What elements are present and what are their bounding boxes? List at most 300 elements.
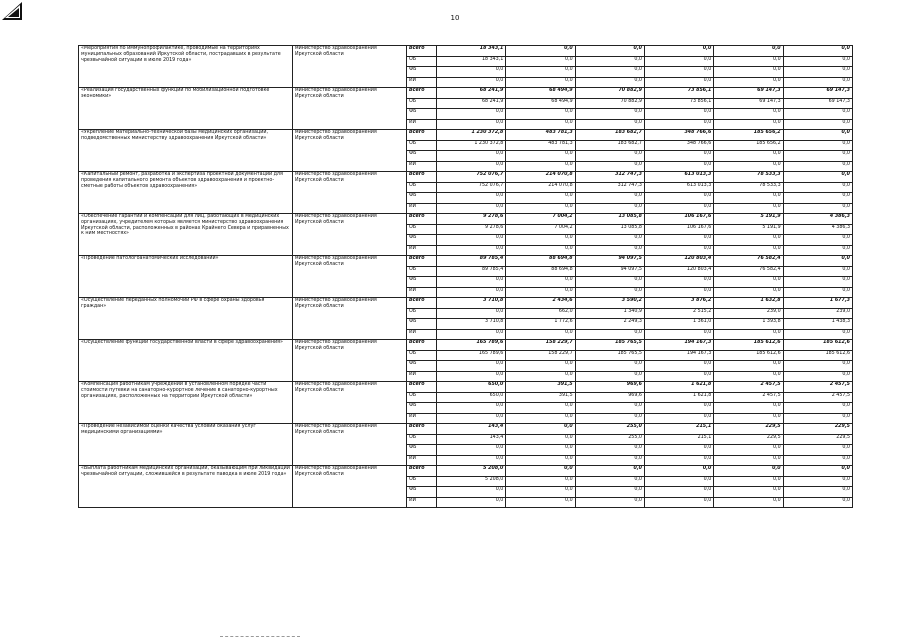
amount-cell: 0,0 [783,413,852,424]
amount-cell: 0,0 [644,245,713,256]
amount-cell: 0,0 [575,497,644,508]
amount-cell: 0,0 [506,424,575,435]
amount-cell: 0,0 [714,109,783,120]
amount-cell: 613 013,3 [644,172,713,183]
amount-cell: 0,0 [644,203,713,214]
amount-cell: 0,0 [714,161,783,172]
amount-cell: 752 076,7 [437,172,506,183]
measure-name: «Компенсация работникам учреждений в установленном порядке части стоимости путевки на санаторно-курортное лечение в санаторно-курортных организациях, расположенных на территории Иркутской области» [81,382,278,399]
amount-cell: 68 241,9 [437,98,506,109]
amount-cell: 239,0 [783,308,852,319]
amount-cell: 78 533,3 [714,172,783,183]
amount-cell: 969,6 [575,392,644,403]
amount-cell: 0,0 [783,67,852,78]
amount-cell: 143,4 [437,424,506,435]
amount-cell: 0,0 [783,109,852,120]
measure-name-cell [79,340,293,382]
amount-cell: 1 621,8 [644,392,713,403]
amount-cell: 183 682,7 [575,130,644,141]
table-row [79,466,853,477]
amount-cell: 0,0 [575,487,644,498]
amount-cell: 0,0 [714,119,783,130]
amount-cell: 185 656,2 [714,130,783,141]
amount-cell: 1 230 372,8 [437,130,506,141]
funding-source: ИИ [407,287,437,298]
funding-source: ОБ [407,182,437,193]
funding-source: ИИ [407,371,437,382]
amount-cell: 348 766,6 [644,140,713,151]
amount-cell: 650,0 [437,382,506,393]
amount-cell: 0,0 [644,46,713,57]
funding-source: Всего [407,466,437,477]
amount-cell: 0,0 [506,361,575,372]
funding-source: ФБ [407,319,437,330]
amount-cell: 348 766,6 [644,130,713,141]
amount-cell: 0,0 [644,413,713,424]
amount-cell: 312 747,3 [575,172,644,183]
funding-source: ФБ [407,151,437,162]
amount-cell: 2 457,5 [783,382,852,393]
funding-source: ИИ [407,455,437,466]
amount-cell: 0,0 [506,287,575,298]
amount-cell: 239,0 [714,308,783,319]
funding-source: Всего [407,214,437,225]
funding-source: Всего [407,46,437,57]
amount-cell: 3 876,2 [644,298,713,309]
amount-cell: 0,0 [575,245,644,256]
funding-source: ИИ [407,413,437,424]
amount-cell: 0,0 [575,403,644,414]
amount-cell: 0,0 [644,476,713,487]
amount-cell: 69 147,3 [714,88,783,99]
measure-name: «Реализация государственных функций по мобилизационной подготовке экономики» [81,88,270,99]
amount-cell: 69 147,3 [783,88,852,99]
amount-cell: 0,0 [437,287,506,298]
amount-cell: 0,0 [783,172,852,183]
responsible-executor: министерство здравоохранения Иркутской области [295,382,377,393]
amount-cell: 1 772,6 [506,319,575,330]
amount-cell: 106 167,6 [644,224,713,235]
amount-cell: 0,0 [437,109,506,120]
amount-cell: 0,0 [506,67,575,78]
amount-cell: 0,0 [437,329,506,340]
amount-cell: 0,0 [506,413,575,424]
responsible-executor: министерство здравоохранения Иркутской области [295,466,377,477]
amount-cell: 0,0 [714,193,783,204]
funding-source: ИИ [407,119,437,130]
scan-corner-mark [2,2,22,20]
amount-cell: 0,0 [783,466,852,477]
responsible-cell [293,46,407,88]
amount-cell: 73 856,1 [644,88,713,99]
measure-name: «Проведение независимой оценки качества условий оказания услуг медицинскими организациями» [81,424,256,435]
amount-cell: 0,0 [575,151,644,162]
funding-source: ФБ [407,235,437,246]
funding-source: Всего [407,382,437,393]
amount-cell: 0,0 [575,56,644,67]
amount-cell: 0,0 [714,361,783,372]
measure-name-cell [79,130,293,172]
responsible-executor: министерство здравоохранения Иркутской области [295,172,377,183]
funding-source: ИИ [407,161,437,172]
amount-cell: 5 191,9 [714,224,783,235]
funding-source: Всего [407,298,437,309]
amount-cell: 88 694,8 [506,266,575,277]
amount-cell: 2 457,5 [714,392,783,403]
amount-cell: 78 533,3 [714,182,783,193]
measure-name-cell [79,424,293,466]
responsible-executor: министерство здравоохранения Иркутской области [295,46,377,57]
amount-cell: 0,0 [714,235,783,246]
responsible-cell [293,256,407,298]
amount-cell: 165 789,6 [437,340,506,351]
amount-cell: 0,0 [783,140,852,151]
amount-cell: 214 070,8 [506,182,575,193]
amount-cell: 0,0 [714,445,783,456]
amount-cell: 0,0 [714,371,783,382]
amount-cell: 613 013,3 [644,182,713,193]
amount-cell: 0,0 [437,487,506,498]
amount-cell: 0,0 [575,277,644,288]
amount-cell: 0,0 [783,277,852,288]
amount-cell: 0,0 [506,403,575,414]
amount-cell: 89 785,4 [437,266,506,277]
amount-cell: 2 249,3 [575,319,644,330]
amount-cell: 0,0 [783,256,852,267]
amount-cell: 1 361,0 [644,319,713,330]
responsible-cell [293,172,407,214]
amount-cell: 194 167,3 [644,340,713,351]
funding-source: ФБ [407,487,437,498]
amount-cell: 0,0 [575,67,644,78]
table-row [79,172,853,183]
amount-cell: 0,0 [575,455,644,466]
amount-cell: 0,0 [437,455,506,466]
amount-cell: 0,0 [644,487,713,498]
funding-source: ОБ [407,98,437,109]
amount-cell: 120 803,4 [644,256,713,267]
table-row [79,46,853,57]
funding-source: ФБ [407,67,437,78]
funding-source: ОБ [407,266,437,277]
amount-cell: 0,0 [506,119,575,130]
amount-cell: 0,0 [714,151,783,162]
amount-cell: 0,0 [506,487,575,498]
amount-cell: 9 278,6 [437,224,506,235]
amount-cell: 0,0 [644,497,713,508]
amount-cell: 0,0 [575,203,644,214]
amount-cell: 1 340,9 [575,308,644,319]
measure-name-cell [79,214,293,256]
amount-cell: 0,0 [714,487,783,498]
amount-cell: 183 682,7 [575,140,644,151]
amount-cell: 0,0 [644,329,713,340]
amount-cell: 0,0 [437,361,506,372]
amount-cell: 185 612,6 [783,350,852,361]
amount-cell: 165 789,6 [437,350,506,361]
amount-cell: 0,0 [437,445,506,456]
amount-cell: 13 085,8 [575,214,644,225]
amount-cell: 0,0 [714,277,783,288]
amount-cell: 0,0 [506,277,575,288]
funding-source: ФБ [407,193,437,204]
amount-cell: 0,0 [437,67,506,78]
amount-cell: 0,0 [506,161,575,172]
amount-cell: 5 208,0 [437,476,506,487]
amount-cell: 0,0 [714,455,783,466]
measure-name: «Обеспечение гарантий и компенсаций для лиц, работающих в медицинских организациях, учредителем которых является министерство здравоохранения Иркутской области, расположенных в районах Крайнего Севера и приравненных к ним местностях» [81,214,289,237]
amount-cell: 0,0 [437,413,506,424]
amount-cell: 0,0 [575,445,644,456]
amount-cell: 0,0 [437,308,506,319]
amount-cell: 312 747,3 [575,182,644,193]
amount-cell: 0,0 [644,161,713,172]
amount-cell: 0,0 [575,161,644,172]
amount-cell: 68 494,9 [506,88,575,99]
budget-table [78,45,853,508]
amount-cell: 194 167,3 [644,350,713,361]
amount-cell: 13 085,8 [575,224,644,235]
amount-cell: 214 070,8 [506,172,575,183]
amount-cell: 0,0 [714,245,783,256]
responsible-cell [293,382,407,424]
amount-cell: 0,0 [506,245,575,256]
measure-name: «Осуществление функций государственной власти в сфере здравоохранения» [81,340,283,345]
amount-cell: 0,0 [575,109,644,120]
amount-cell: 3 590,2 [575,298,644,309]
amount-cell: 0,0 [783,77,852,88]
amount-cell: 0,0 [506,497,575,508]
amount-cell: 0,0 [437,245,506,256]
amount-cell: 0,0 [714,403,783,414]
amount-cell: 0,0 [437,151,506,162]
amount-cell: 0,0 [575,46,644,57]
amount-cell: 0,0 [783,497,852,508]
amount-cell: 3 710,8 [437,319,506,330]
amount-cell: 0,0 [644,119,713,130]
amount-cell: 0,0 [506,203,575,214]
amount-cell: 76 582,4 [714,256,783,267]
amount-cell: 5 208,0 [437,466,506,477]
table-row [79,256,853,267]
amount-cell: 0,0 [437,77,506,88]
amount-cell: 1 632,8 [714,298,783,309]
responsible-executor: министерство здравоохранения Иркутской области [295,298,377,309]
amount-cell: 0,0 [575,77,644,88]
responsible-cell [293,214,407,256]
funding-source: ФБ [407,361,437,372]
amount-cell: 3 710,8 [437,298,506,309]
table-row [79,88,853,99]
amount-cell: 752 076,7 [437,182,506,193]
funding-source: ИИ [407,245,437,256]
responsible-cell [293,424,407,466]
amount-cell: 0,0 [783,46,852,57]
amount-cell: 0,0 [783,487,852,498]
responsible-executor: министерство здравоохранения Иркутской области [295,424,377,435]
amount-cell: 0,0 [783,245,852,256]
table-row [79,382,853,393]
amount-cell: 0,0 [644,371,713,382]
amount-cell: 94 097,5 [575,266,644,277]
amount-cell: 94 097,5 [575,256,644,267]
funding-source: ФБ [407,403,437,414]
amount-cell: 0,0 [714,497,783,508]
funding-source: ФБ [407,109,437,120]
amount-cell: 0,0 [506,46,575,57]
amount-cell: 1 677,3 [783,298,852,309]
amount-cell: 0,0 [783,371,852,382]
amount-cell: 5 191,9 [714,214,783,225]
funding-source: ОБ [407,392,437,403]
amount-cell: 215,1 [644,424,713,435]
amount-cell: 229,5 [783,434,852,445]
table-row [79,340,853,351]
amount-cell: 0,0 [506,455,575,466]
amount-cell: 18 343,1 [437,56,506,67]
amount-cell: 483 781,3 [506,140,575,151]
amount-cell: 391,5 [506,392,575,403]
amount-cell: 2 515,2 [644,308,713,319]
amount-cell: 0,0 [783,445,852,456]
amount-cell: 0,0 [714,476,783,487]
amount-cell: 0,0 [437,403,506,414]
amount-cell: 0,0 [644,193,713,204]
amount-cell: 229,5 [714,424,783,435]
amount-cell: 0,0 [644,235,713,246]
amount-cell: 969,6 [575,382,644,393]
amount-cell: 0,0 [644,56,713,67]
table-row [79,298,853,309]
amount-cell: 158 229,7 [506,350,575,361]
amount-cell: 0,0 [506,109,575,120]
amount-cell: 0,0 [783,403,852,414]
amount-cell: 0,0 [575,361,644,372]
measure-name-cell [79,298,293,340]
amount-cell: 391,5 [506,382,575,393]
table-row [79,130,853,141]
amount-cell: 0,0 [437,277,506,288]
funding-source: ИИ [407,77,437,88]
amount-cell: 185 765,5 [575,350,644,361]
amount-cell: 0,0 [437,193,506,204]
funding-source: ОБ [407,350,437,361]
measure-name-cell [79,172,293,214]
table-row [79,424,853,435]
amount-cell: 0,0 [783,455,852,466]
responsible-cell [293,340,407,382]
funding-source: ОБ [407,434,437,445]
amount-cell: 185 656,2 [714,140,783,151]
amount-cell: 0,0 [783,361,852,372]
amount-cell: 0,0 [437,371,506,382]
responsible-executor: министерство здравоохранения Иркутской области [295,256,377,267]
amount-cell: 215,1 [644,434,713,445]
amount-cell: 0,0 [437,161,506,172]
amount-cell: 0,0 [714,56,783,67]
amount-cell: 120 803,4 [644,266,713,277]
funding-source: ИИ [407,203,437,214]
measure-name: «Выплата работникам медицинских организаций, оказывающим при ликвидации чрезвычайной ситуации, сложившейся в результате паводка в июле 2019 года» [81,466,290,477]
amount-cell: 0,0 [644,77,713,88]
amount-cell: 0,0 [783,266,852,277]
amount-cell: 7 004,2 [506,214,575,225]
measure-name-cell [79,256,293,298]
amount-cell: 0,0 [506,371,575,382]
amount-cell: 0,0 [506,466,575,477]
funding-source: ИИ [407,497,437,508]
responsible-executor: министерство здравоохранения Иркутской области [295,340,377,351]
amount-cell: 143,4 [437,434,506,445]
amount-cell: 0,0 [575,413,644,424]
amount-cell: 0,0 [575,193,644,204]
amount-cell: 2 434,6 [506,298,575,309]
funding-source: ФБ [407,445,437,456]
amount-cell: 0,0 [644,455,713,466]
amount-cell: 0,0 [644,277,713,288]
funding-source: ОБ [407,476,437,487]
amount-cell: 0,0 [783,151,852,162]
funding-source: Всего [407,88,437,99]
amount-cell: 0,0 [437,497,506,508]
responsible-cell [293,466,407,508]
funding-source: Всего [407,172,437,183]
amount-cell: 650,0 [437,392,506,403]
amount-cell: 1 621,8 [644,382,713,393]
measure-name-cell [79,382,293,424]
amount-cell: 0,0 [437,235,506,246]
amount-cell: 2 457,5 [783,392,852,403]
amount-cell: 0,0 [644,151,713,162]
amount-cell: 0,0 [783,193,852,204]
footer-scan-line [220,636,300,638]
amount-cell: 9 278,6 [437,214,506,225]
amount-cell: 1 438,3 [783,319,852,330]
amount-cell: 0,0 [575,466,644,477]
amount-cell: 0,0 [575,371,644,382]
amount-cell: 0,0 [783,161,852,172]
measure-name-cell [79,466,293,508]
responsible-cell [293,88,407,130]
amount-cell: 1 230 372,8 [437,140,506,151]
amount-cell: 7 004,2 [506,224,575,235]
amount-cell: 0,0 [506,77,575,88]
amount-cell: 0,0 [506,434,575,445]
amount-cell: 2 457,5 [714,382,783,393]
amount-cell: 0,0 [714,67,783,78]
amount-cell: 0,0 [783,329,852,340]
amount-cell: 68 494,9 [506,98,575,109]
measure-name: «Проведение патологоанатомических исследований» [81,256,219,261]
amount-cell: 229,5 [783,424,852,435]
amount-cell: 1 393,8 [714,319,783,330]
amount-cell: 0,0 [644,361,713,372]
amount-cell: 0,0 [644,109,713,120]
amount-cell: 0,0 [506,235,575,246]
amount-cell: 0,0 [714,46,783,57]
amount-cell: 0,0 [506,151,575,162]
table-row [79,214,853,225]
amount-cell: 4 386,3 [783,224,852,235]
amount-cell: 0,0 [783,476,852,487]
amount-cell: 89 785,4 [437,256,506,267]
amount-cell: 662,0 [506,308,575,319]
amount-cell: 0,0 [714,287,783,298]
amount-cell: 70 882,9 [575,88,644,99]
amount-cell: 0,0 [575,476,644,487]
funding-source: Всего [407,130,437,141]
amount-cell: 4 386,3 [783,214,852,225]
